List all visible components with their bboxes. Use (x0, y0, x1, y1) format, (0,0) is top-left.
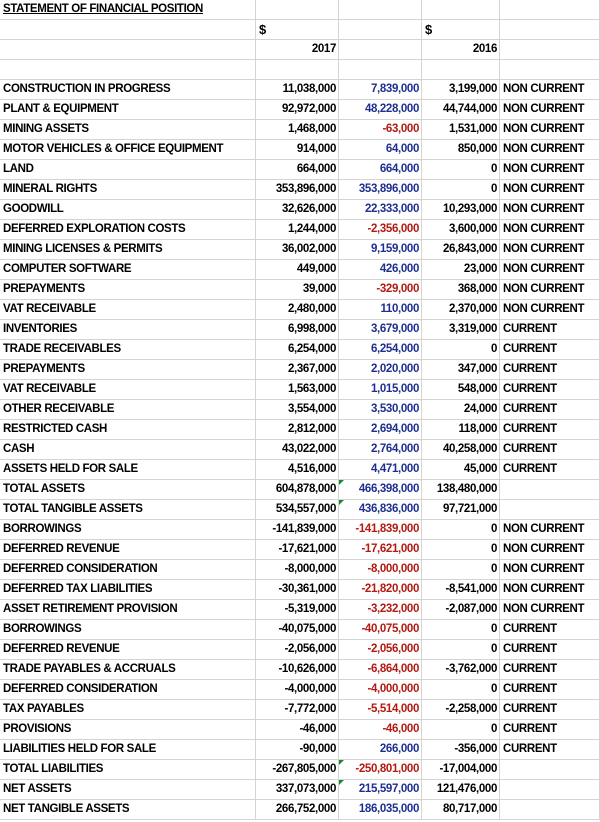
classification-cell[interactable]: CURRENT (500, 680, 600, 699)
value-2016-cell[interactable]: 44,744,000 (422, 100, 500, 119)
value-2017-cell[interactable]: 6,998,000 (256, 320, 339, 339)
value-2017-cell[interactable]: 664,000 (256, 160, 339, 179)
line-item-label[interactable]: CONSTRUCTION IN PROGRESS (0, 80, 256, 99)
value-2016-cell[interactable]: 40,258,000 (422, 440, 500, 459)
value-2017-cell[interactable]: -141,839,000 (256, 520, 339, 539)
line-item-label[interactable]: PREPAYMENTS (0, 360, 256, 379)
blank-row (0, 60, 600, 80)
value-2017-cell[interactable]: 2,812,000 (256, 420, 339, 439)
table-row (0, 80, 600, 100)
difference-cell[interactable]: -141,839,000 (339, 520, 422, 539)
empty-cell[interactable] (500, 40, 600, 59)
table-row (0, 580, 600, 600)
line-item-label[interactable]: CASH (0, 440, 256, 459)
difference-cell[interactable]: 266,000 (339, 740, 422, 759)
difference-cell[interactable]: 664,000 (339, 160, 422, 179)
difference-cell[interactable]: 466,398,000 (339, 480, 422, 499)
difference-cell[interactable]: 3,679,000 (339, 320, 422, 339)
value-2016-cell[interactable]: 121,476,000 (422, 780, 500, 799)
value-2016-cell[interactable]: 368,000 (422, 280, 500, 299)
classification-cell[interactable]: CURRENT (500, 660, 600, 679)
table-row (0, 180, 600, 200)
empty-cell[interactable] (500, 60, 600, 79)
difference-cell[interactable]: 436,836,000 (339, 500, 422, 519)
value-2017-cell[interactable]: 1,563,000 (256, 380, 339, 399)
difference-cell[interactable]: 2,020,000 (339, 360, 422, 379)
difference-cell[interactable]: 6,254,000 (339, 340, 422, 359)
difference-cell[interactable]: 64,000 (339, 140, 422, 159)
line-item-label[interactable]: TOTAL ASSETS (0, 480, 256, 499)
classification-cell[interactable]: NON CURRENT (500, 140, 600, 159)
difference-cell[interactable]: 353,896,000 (339, 180, 422, 199)
table-row (0, 480, 600, 500)
value-2016-cell[interactable]: 80,717,000 (422, 800, 500, 819)
value-2016-cell[interactable]: 3,199,000 (422, 80, 500, 99)
currency-row (0, 20, 600, 40)
classification-cell[interactable] (500, 760, 600, 779)
value-2017-cell[interactable]: 449,000 (256, 260, 339, 279)
value-2017-cell[interactable]: -267,805,000 (256, 760, 339, 779)
table-row (0, 320, 600, 340)
difference-cell[interactable]: 9,159,000 (339, 240, 422, 259)
difference-cell[interactable]: 186,035,000 (339, 800, 422, 819)
classification-cell[interactable]: NON CURRENT (500, 560, 600, 579)
value-2017-cell[interactable]: -2,056,000 (256, 640, 339, 659)
classification-cell[interactable]: NON CURRENT (500, 600, 600, 619)
classification-cell[interactable]: NON CURRENT (500, 520, 600, 539)
line-item-label[interactable]: PLANT & EQUIPMENT (0, 100, 256, 119)
difference-cell[interactable]: 3,530,000 (339, 400, 422, 419)
value-2017-cell[interactable]: 3,554,000 (256, 400, 339, 419)
value-2016-cell[interactable]: 2,370,000 (422, 300, 500, 319)
difference-cell[interactable]: -5,514,000 (339, 700, 422, 719)
value-2017-cell[interactable]: -46,000 (256, 720, 339, 739)
line-item-label[interactable]: TOTAL LIABILITIES (0, 760, 256, 779)
value-2017-cell[interactable]: 353,896,000 (256, 180, 339, 199)
difference-cell[interactable]: -3,232,000 (339, 600, 422, 619)
value-2016-cell[interactable]: 3,600,000 (422, 220, 500, 239)
table-row (0, 300, 600, 320)
value-2017-cell[interactable]: 32,626,000 (256, 200, 339, 219)
classification-cell[interactable] (500, 500, 600, 519)
value-2017-cell[interactable]: 43,022,000 (256, 440, 339, 459)
table-row (0, 600, 600, 620)
difference-cell[interactable]: -6,864,000 (339, 660, 422, 679)
value-2016-cell[interactable]: 1,531,000 (422, 120, 500, 139)
table-row (0, 740, 600, 760)
line-item-label[interactable]: MOTOR VEHICLES & OFFICE EQUIPMENT (0, 140, 256, 159)
classification-cell[interactable]: CURRENT (500, 440, 600, 459)
currency-2017[interactable]: $ (256, 20, 339, 39)
value-2017-cell[interactable]: -5,319,000 (256, 600, 339, 619)
difference-cell[interactable]: -21,820,000 (339, 580, 422, 599)
value-2017-cell[interactable]: 337,073,000 (256, 780, 339, 799)
empty-cell[interactable] (500, 20, 600, 39)
line-item-label[interactable]: PREPAYMENTS (0, 280, 256, 299)
line-item-label[interactable]: MINERAL RIGHTS (0, 180, 256, 199)
classification-cell[interactable]: NON CURRENT (500, 160, 600, 179)
classification-cell[interactable]: CURRENT (500, 400, 600, 419)
value-2017-cell[interactable]: -90,000 (256, 740, 339, 759)
table-row (0, 720, 600, 740)
table-row (0, 360, 600, 380)
value-2016-cell[interactable]: 138,480,000 (422, 480, 500, 499)
line-item-label[interactable]: DEFERRED REVENUE (0, 540, 256, 559)
line-item-label[interactable]: GOODWILL (0, 200, 256, 219)
line-item-label[interactable]: MINING LICENSES & PERMITS (0, 240, 256, 259)
value-2016-cell[interactable]: -356,000 (422, 740, 500, 759)
line-item-label[interactable]: BORROWINGS (0, 520, 256, 539)
table-row (0, 200, 600, 220)
line-item-label[interactable]: MINING ASSETS (0, 120, 256, 139)
value-2016-cell[interactable]: 0 (422, 620, 500, 639)
table-row (0, 280, 600, 300)
classification-cell[interactable]: CURRENT (500, 380, 600, 399)
classification-cell[interactable]: NON CURRENT (500, 280, 600, 299)
value-2017-cell[interactable]: 11,038,000 (256, 80, 339, 99)
classification-cell[interactable]: CURRENT (500, 720, 600, 739)
difference-cell[interactable]: -2,056,000 (339, 640, 422, 659)
table-row (0, 340, 600, 360)
classification-cell[interactable]: NON CURRENT (500, 580, 600, 599)
empty-cell[interactable] (339, 20, 422, 39)
value-2017-cell[interactable]: -17,621,000 (256, 540, 339, 559)
difference-cell[interactable]: 426,000 (339, 260, 422, 279)
classification-cell[interactable]: NON CURRENT (500, 260, 600, 279)
empty-cell[interactable] (339, 0, 422, 19)
value-2017-cell[interactable]: -7,772,000 (256, 700, 339, 719)
classification-cell[interactable]: CURRENT (500, 640, 600, 659)
value-2017-cell[interactable]: -40,075,000 (256, 620, 339, 639)
value-2016-cell[interactable]: 23,000 (422, 260, 500, 279)
value-2017-cell[interactable]: 1,468,000 (256, 120, 339, 139)
table-row (0, 120, 600, 140)
difference-cell[interactable]: -329,000 (339, 280, 422, 299)
line-item-label[interactable]: TOTAL TANGIBLE ASSETS (0, 500, 256, 519)
line-item-label[interactable]: PROVISIONS (0, 720, 256, 739)
classification-cell[interactable]: CURRENT (500, 460, 600, 479)
value-2017-cell[interactable]: 2,367,000 (256, 360, 339, 379)
value-2017-cell[interactable]: 2,480,000 (256, 300, 339, 319)
difference-cell[interactable]: 7,839,000 (339, 80, 422, 99)
value-2017-cell[interactable]: 1,244,000 (256, 220, 339, 239)
difference-cell[interactable]: -63,000 (339, 120, 422, 139)
line-item-label[interactable]: DEFERRED CONSIDERATION (0, 680, 256, 699)
classification-cell[interactable]: NON CURRENT (500, 540, 600, 559)
empty-cell[interactable] (256, 60, 339, 79)
title-row (0, 0, 600, 20)
table-row (0, 700, 600, 720)
line-item-label[interactable]: DEFERRED REVENUE (0, 640, 256, 659)
classification-cell[interactable] (500, 480, 600, 499)
value-2016-cell[interactable]: -2,258,000 (422, 700, 500, 719)
currency-2016[interactable]: $ (422, 20, 500, 39)
classification-cell[interactable]: NON CURRENT (500, 80, 600, 99)
value-2017-cell[interactable]: 604,878,000 (256, 480, 339, 499)
empty-cell[interactable] (256, 0, 339, 19)
difference-cell[interactable]: -46,000 (339, 720, 422, 739)
line-item-label[interactable]: COMPUTER SOFTWARE (0, 260, 256, 279)
line-item-label[interactable]: NET ASSETS (0, 780, 256, 799)
value-2016-cell[interactable]: -8,541,000 (422, 580, 500, 599)
table-row (0, 780, 600, 800)
line-item-label[interactable]: VAT RECEIVABLE (0, 300, 256, 319)
value-2016-cell[interactable]: -17,004,000 (422, 760, 500, 779)
table-row (0, 240, 600, 260)
table-row (0, 440, 600, 460)
value-2017-cell[interactable]: 39,000 (256, 280, 339, 299)
table-row (0, 460, 600, 480)
classification-cell[interactable]: CURRENT (500, 420, 600, 439)
line-item-label[interactable]: BORROWINGS (0, 620, 256, 639)
table-row (0, 540, 600, 560)
difference-cell[interactable]: -2,356,000 (339, 220, 422, 239)
value-2016-cell[interactable]: 26,843,000 (422, 240, 500, 259)
classification-cell[interactable]: CURRENT (500, 700, 600, 719)
table-row (0, 380, 600, 400)
difference-cell[interactable]: 22,333,000 (339, 200, 422, 219)
value-2016-cell[interactable]: 0 (422, 520, 500, 539)
table-row (0, 760, 600, 780)
data-rows (0, 80, 600, 820)
classification-cell[interactable]: NON CURRENT (500, 220, 600, 239)
empty-cell[interactable] (339, 40, 422, 59)
sheet-title[interactable]: STATEMENT OF FINANCIAL POSITION (0, 0, 256, 19)
value-2016-cell[interactable]: 0 (422, 560, 500, 579)
value-2016-cell[interactable]: 0 (422, 180, 500, 199)
value-2016-cell[interactable]: 0 (422, 680, 500, 699)
line-item-label[interactable]: DEFERRED TAX LIABILITIES (0, 580, 256, 599)
line-item-label[interactable]: OTHER RECEIVABLE (0, 400, 256, 419)
classification-cell[interactable] (500, 780, 600, 799)
table-row (0, 620, 600, 640)
classification-cell[interactable]: NON CURRENT (500, 240, 600, 259)
value-2016-cell[interactable]: 97,721,000 (422, 500, 500, 519)
difference-cell[interactable]: 215,597,000 (339, 780, 422, 799)
empty-cell[interactable] (0, 40, 256, 59)
difference-cell[interactable]: 110,000 (339, 300, 422, 319)
difference-cell[interactable]: -4,000,000 (339, 680, 422, 699)
line-item-label[interactable]: DEFERRED EXPLORATION COSTS (0, 220, 256, 239)
table-row (0, 680, 600, 700)
table-row (0, 640, 600, 660)
line-item-label[interactable]: NET TANGIBLE ASSETS (0, 800, 256, 819)
table-row (0, 220, 600, 240)
value-2016-cell[interactable]: 0 (422, 640, 500, 659)
value-2017-cell[interactable]: 4,516,000 (256, 460, 339, 479)
line-item-label[interactable]: LIABILITIES HELD FOR SALE (0, 740, 256, 759)
difference-cell[interactable]: -250,801,000 (339, 760, 422, 779)
value-2017-cell[interactable]: 92,972,000 (256, 100, 339, 119)
table-row (0, 260, 600, 280)
value-2016-cell[interactable]: -3,762,000 (422, 660, 500, 679)
line-item-label[interactable]: RESTRICTED CASH (0, 420, 256, 439)
line-item-label[interactable]: LAND (0, 160, 256, 179)
empty-cell[interactable] (422, 0, 500, 19)
line-item-label[interactable]: ASSETS HELD FOR SALE (0, 460, 256, 479)
empty-cell[interactable] (0, 20, 256, 39)
line-item-label[interactable]: INVENTORIES (0, 320, 256, 339)
difference-cell[interactable]: -40,075,000 (339, 620, 422, 639)
value-2016-cell[interactable]: 0 (422, 160, 500, 179)
difference-cell[interactable]: 48,228,000 (339, 100, 422, 119)
difference-cell[interactable]: 2,694,000 (339, 420, 422, 439)
classification-cell[interactable]: NON CURRENT (500, 300, 600, 319)
year-row (0, 40, 600, 60)
classification-cell[interactable]: CURRENT (500, 620, 600, 639)
difference-cell[interactable]: -17,621,000 (339, 540, 422, 559)
difference-cell[interactable]: -8,000,000 (339, 560, 422, 579)
line-item-label[interactable]: TRADE RECEIVABLES (0, 340, 256, 359)
table-row (0, 520, 600, 540)
value-2016-cell[interactable]: 3,319,000 (422, 320, 500, 339)
value-2017-cell[interactable]: -30,361,000 (256, 580, 339, 599)
empty-cell[interactable] (0, 60, 256, 79)
line-item-label[interactable]: TAX PAYABLES (0, 700, 256, 719)
value-2016-cell[interactable]: 0 (422, 540, 500, 559)
value-2017-cell[interactable]: 266,752,000 (256, 800, 339, 819)
value-2016-cell[interactable]: 24,000 (422, 400, 500, 419)
table-row (0, 400, 600, 420)
year-2017-header[interactable]: 2017 (256, 40, 339, 59)
table-row (0, 140, 600, 160)
value-2016-cell[interactable]: 118,000 (422, 420, 500, 439)
value-2017-cell[interactable]: 914,000 (256, 140, 339, 159)
classification-cell[interactable]: CURRENT (500, 740, 600, 759)
classification-cell[interactable]: NON CURRENT (500, 120, 600, 139)
classification-cell[interactable]: NON CURRENT (500, 200, 600, 219)
classification-cell[interactable]: NON CURRENT (500, 180, 600, 199)
value-2016-cell[interactable]: 45,000 (422, 460, 500, 479)
table-row (0, 560, 600, 580)
value-2016-cell[interactable]: 347,000 (422, 360, 500, 379)
value-2017-cell[interactable]: 6,254,000 (256, 340, 339, 359)
value-2017-cell[interactable]: 534,557,000 (256, 500, 339, 519)
line-item-label[interactable]: VAT RECEIVABLE (0, 380, 256, 399)
value-2016-cell[interactable]: -2,087,000 (422, 600, 500, 619)
line-item-label[interactable]: ASSET RETIREMENT PROVISION (0, 600, 256, 619)
value-2017-cell[interactable]: -8,000,000 (256, 560, 339, 579)
year-2016-header[interactable]: 2016 (422, 40, 500, 59)
table-row (0, 420, 600, 440)
value-2017-cell[interactable]: 36,002,000 (256, 240, 339, 259)
empty-cell[interactable] (500, 0, 600, 19)
table-row (0, 660, 600, 680)
classification-cell[interactable]: CURRENT (500, 340, 600, 359)
value-2016-cell[interactable]: 10,293,000 (422, 200, 500, 219)
table-row (0, 160, 600, 180)
classification-cell[interactable]: CURRENT (500, 360, 600, 379)
value-2016-cell[interactable]: 548,000 (422, 380, 500, 399)
value-2017-cell[interactable]: -10,626,000 (256, 660, 339, 679)
empty-cell[interactable] (339, 60, 422, 79)
classification-cell[interactable]: NON CURRENT (500, 100, 600, 119)
value-2016-cell[interactable]: 0 (422, 340, 500, 359)
empty-cell[interactable] (422, 60, 500, 79)
classification-cell[interactable] (500, 800, 600, 819)
line-item-label[interactable]: DEFERRED CONSIDERATION (0, 560, 256, 579)
table-row (0, 100, 600, 120)
difference-cell[interactable]: 2,764,000 (339, 440, 422, 459)
table-row (0, 500, 600, 520)
difference-cell[interactable]: 1,015,000 (339, 380, 422, 399)
value-2016-cell[interactable]: 850,000 (422, 140, 500, 159)
line-item-label[interactable]: TRADE PAYABLES & ACCRUALS (0, 660, 256, 679)
classification-cell[interactable]: CURRENT (500, 320, 600, 339)
value-2017-cell[interactable]: -4,000,000 (256, 680, 339, 699)
difference-cell[interactable]: 4,471,000 (339, 460, 422, 479)
table-row (0, 800, 600, 820)
value-2016-cell[interactable]: 0 (422, 720, 500, 739)
